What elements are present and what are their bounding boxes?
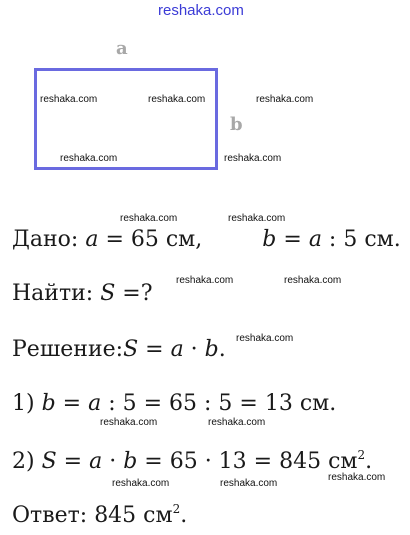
given-prefix: Дано: <box>12 227 79 252</box>
watermark: reshaka.com <box>176 275 234 286</box>
step-number: 2) <box>12 449 42 474</box>
find-line <box>12 283 153 305</box>
var-s: S <box>41 449 57 474</box>
equals: = <box>276 227 309 252</box>
watermark: reshaka.com <box>120 213 178 224</box>
equals: = <box>55 391 89 416</box>
watermark: reshaka.com <box>112 478 170 489</box>
find-prefix: Найти: <box>12 281 94 306</box>
var-a: a <box>308 227 322 252</box>
var-s: S <box>123 337 139 362</box>
var-b: b <box>204 337 219 362</box>
period: . <box>218 337 226 362</box>
var-a: a <box>85 227 99 252</box>
step-1-line <box>12 393 336 415</box>
answer-text: Ответ: 845 см <box>12 503 173 528</box>
watermark: reshaka.com <box>60 153 118 164</box>
exponent: 2 <box>357 448 366 462</box>
watermark: reshaka.com <box>100 417 158 428</box>
given-line <box>12 229 401 251</box>
watermark: reshaka.com <box>284 275 342 286</box>
exponent: 2 <box>172 502 181 516</box>
watermark: reshaka.com <box>224 153 282 164</box>
solution-prefix: Решение: <box>12 337 124 362</box>
var-a: a <box>88 391 102 416</box>
watermark: reshaka.com <box>256 94 314 105</box>
given-b-value: : 5 см. <box>321 227 401 252</box>
solution-line <box>12 339 226 361</box>
period: . <box>365 449 373 474</box>
watermark: reshaka.com <box>220 478 278 489</box>
step-number: 1) <box>12 391 42 416</box>
answer-line <box>12 503 187 527</box>
multiply-dot: · <box>102 449 124 474</box>
var-b: b <box>41 391 56 416</box>
side-label-a: a <box>116 38 128 59</box>
equals: = <box>138 337 171 362</box>
watermark: reshaka.com <box>228 213 286 224</box>
step-2-line <box>12 449 372 473</box>
var-b: b <box>123 449 138 474</box>
step-1-calculation: : 5 = 65 : 5 = 13 см. <box>101 391 337 416</box>
multiply-dot: · <box>183 337 205 362</box>
var-s: S <box>100 281 116 306</box>
var-a: a <box>89 449 103 474</box>
side-label-b: b <box>230 114 243 135</box>
var-a: a <box>170 337 184 362</box>
watermark: reshaka.com <box>208 417 266 428</box>
watermark: reshaka.com <box>40 94 98 105</box>
given-a-value: = 65 см, <box>98 227 203 252</box>
watermark-top[interactable]: reshaka.com <box>158 2 244 19</box>
watermark: reshaka.com <box>148 94 206 105</box>
step-2-calculation: = 65 · 13 = 845 см <box>137 449 358 474</box>
watermark: reshaka.com <box>236 333 294 344</box>
period: . <box>180 503 188 528</box>
var-b: b <box>262 227 277 252</box>
equals: = <box>56 449 90 474</box>
find-question: =? <box>115 281 153 306</box>
watermark: reshaka.com <box>328 472 386 483</box>
